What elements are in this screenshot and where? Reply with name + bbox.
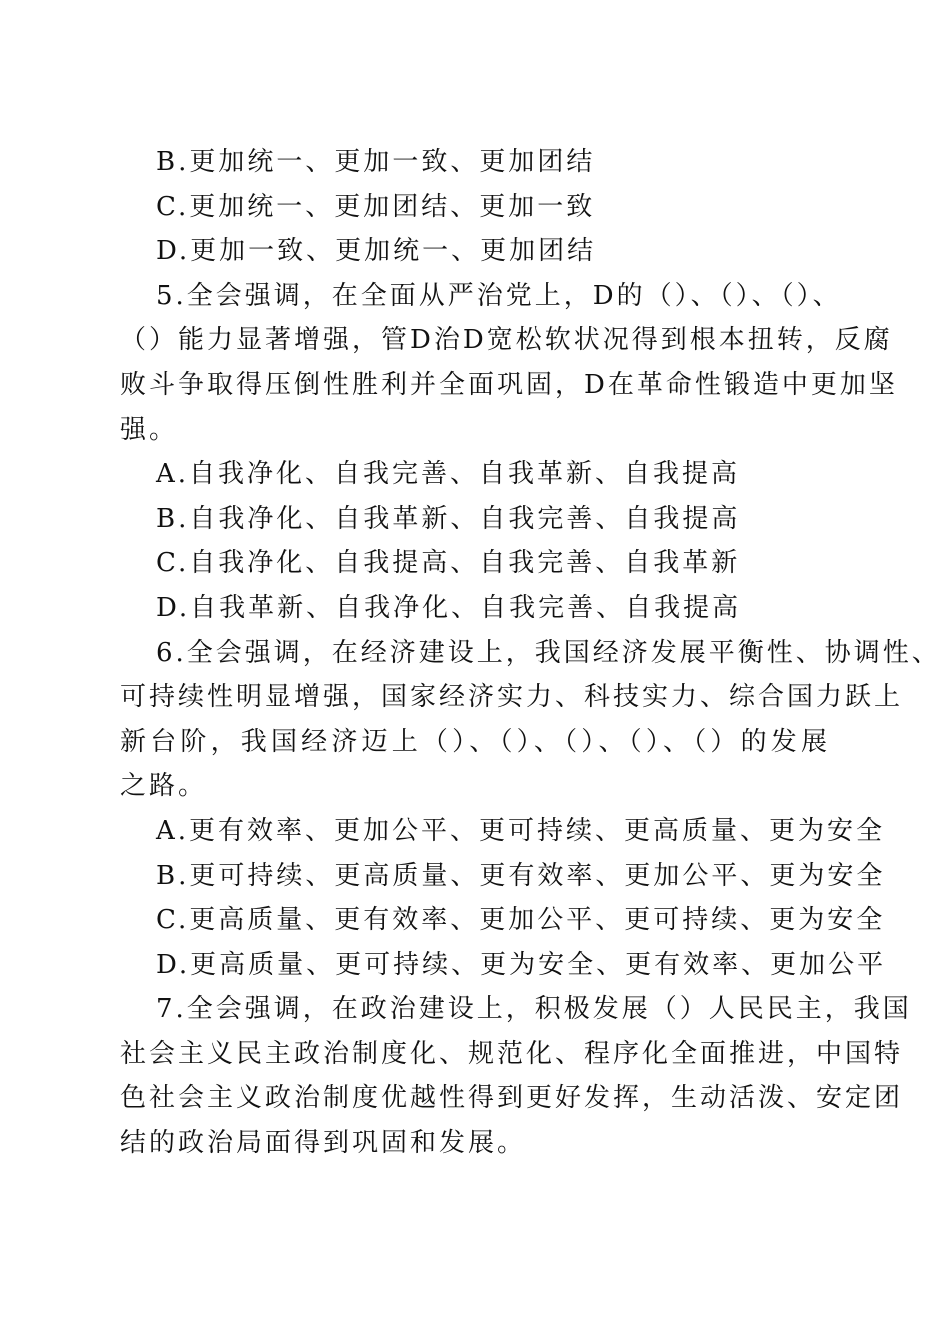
q6-stem-line-1: 6.全会强调，在经济建设上，我国经济发展平衡性、协调性、 bbox=[156, 637, 941, 668]
q5-option-a: A.自我净化、自我完善、自我革新、自我提高 bbox=[156, 459, 741, 490]
q6-option-c: C.更高质量、更有效率、更加公平、更可持续、更为安全 bbox=[156, 905, 886, 936]
q5-option-c: C.自我净化、自我提高、自我完善、自我革新 bbox=[156, 548, 741, 579]
q5-option-d: D.自我革新、自我净化、自我完善、自我提高 bbox=[156, 592, 742, 623]
q7-stem-line-1: 7.全会强调，在政治建设上，积极发展（）人民民主，我国 bbox=[156, 994, 912, 1025]
q4-option-b: B.更加统一、更加一致、更加团结 bbox=[156, 147, 596, 177]
q7-stem-line-3: 色社会主义政治制度优越性得到更好发挥，生动活泼、安定团 bbox=[120, 1083, 904, 1114]
q4-option-c: C.更加统一、更加团结、更加一致 bbox=[156, 191, 596, 222]
q4-option-d: D.更加一致、更加统一、更加团结 bbox=[156, 236, 597, 267]
q7-stem-line-4: 结的政治局面得到巩固和发展。 bbox=[120, 1128, 527, 1159]
q6-option-b: B.更可持续、更高质量、更有效率、更加公平、更为安全 bbox=[156, 860, 886, 891]
q6-option-d: D.更高质量、更可持续、更为安全、更有效率、更加公平 bbox=[156, 949, 887, 980]
q6-stem-line-2: 可持续性明显增强，国家经济实力、科技实力、综合国力跃上 bbox=[120, 682, 904, 713]
q5-stem-line-4: 强。 bbox=[120, 414, 179, 445]
q6-option-a: A.更有效率、更加公平、更可持续、更高质量、更为安全 bbox=[156, 815, 886, 846]
q5-option-b: B.自我净化、自我革新、自我完善、自我提高 bbox=[156, 503, 741, 534]
q6-stem-line-3: 新台阶，我国经济迈上（）、（）、（）、（）、（）的发展 bbox=[120, 726, 830, 757]
q5-stem-line-3: 败斗争取得压倒性胜利并全面巩固，D在革命性锻造中更加坚 bbox=[120, 369, 898, 400]
question-text-block bbox=[120, 140, 941, 1166]
q5-stem-line-1: 5.全会强调，在全面从严治党上，D的（）、（）、（）、 bbox=[156, 280, 842, 311]
q6-stem-line-4: 之路。 bbox=[120, 771, 208, 802]
q7-stem-line-2: 社会主义民主政治制度化、规范化、程序化全面推进，中国特 bbox=[120, 1038, 904, 1069]
q5-stem-line-2: （）能力显著增强，管D治D宽松软状况得到根本扭转，反腐 bbox=[120, 325, 893, 356]
